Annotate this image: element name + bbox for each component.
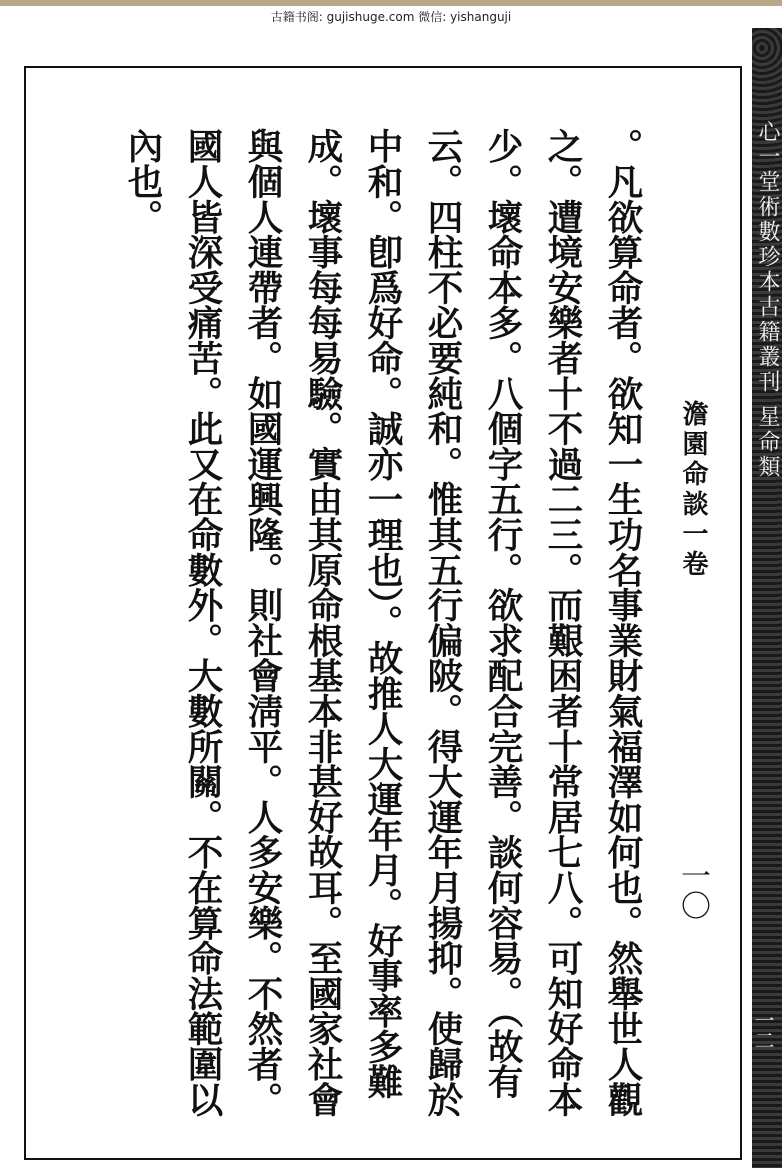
series-title: 心一堂術數珍本古籍叢刊 星命類 <box>755 120 780 480</box>
body-text: 。凡欲算命者。欲知一生功名事業財氣福澤如何也。然舉世人觀之。遭境安樂者十不過二三。而艱困者十常居七八。可知好命本少。壞命本多。八個字五行。欲求配合完善。談何容易。（故有云。四柱不必要純和。惟其五行偏陂。得大運年月揚抑。使歸於中和。卽爲好命。誠亦一理也）。故推人大運年月。好事率多難成。壞事每每易驗。實由其原命根基本非甚好故耳。至國家社會與個人連帶者。如國運興隆。則社會淸平。人多安樂。不然者。國人皆深受痛苦。此又在命數外。大數所關。不在算命法範圍以內也。 <box>122 128 643 1117</box>
running-title: 澹園命談一卷 <box>678 400 708 580</box>
page-number: 一〇 <box>675 860 710 920</box>
watermark-text: 古籍书阁: gujishuge.com 微信: yishanguji <box>270 10 512 24</box>
side-page-number: 一二 <box>751 1010 775 1050</box>
